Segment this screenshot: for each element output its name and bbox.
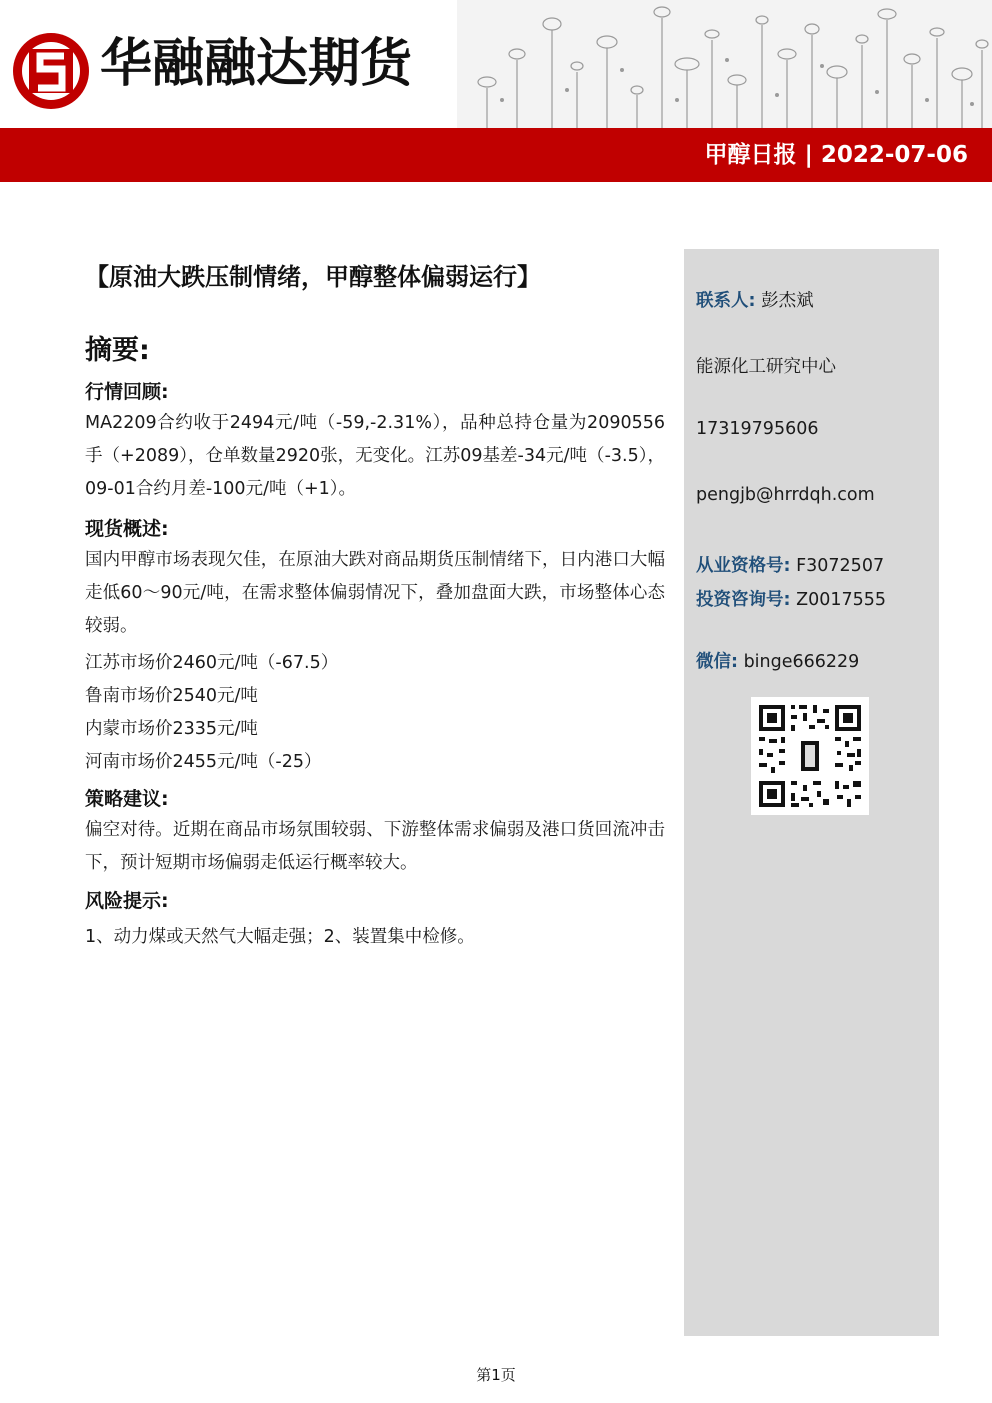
- headline: 【原油大跌压制情绪，甲醇整体偏弱运行】: [85, 263, 541, 291]
- department: 能源化工研究中心: [696, 357, 836, 377]
- wechat-label: 微信:: [696, 652, 738, 672]
- risk-text: 1、动力煤或天然气大幅走强；2、装置集中检修。: [85, 927, 475, 947]
- email: pengjb@hrrdqh.com: [696, 485, 875, 505]
- page-number: 第1页: [476, 1366, 516, 1384]
- brand-name: 华融融达期货: [100, 34, 413, 94]
- market-review-heading: 行情回顾:: [85, 381, 169, 403]
- spot-price-line: 江苏市场价2460元/吨（-67.5）: [85, 653, 339, 673]
- license-value: F3072507: [796, 556, 885, 576]
- contact-name: 彭杰斌: [761, 291, 814, 311]
- spot-heading: 现货概述:: [85, 518, 169, 540]
- spot-price-line: 鲁南市场价2540元/吨: [85, 686, 258, 706]
- page-header: [0, 0, 992, 128]
- summary-title: 摘要:: [85, 335, 150, 366]
- contact-label: 联系人:: [696, 291, 756, 311]
- wechat-value: binge666229: [743, 652, 860, 672]
- spot-price-line: 内蒙市场价2335元/吨: [85, 719, 258, 739]
- strategy-text: 偏空对待。近期在商品市场氛围较弱、下游整体需求偏弱及港口货回流冲击下，预计短期市场偏弱走低运行概率较大。: [85, 820, 665, 873]
- decorative-lines-graphic: [457, 0, 992, 128]
- contact-row: [696, 287, 814, 312]
- market-review-text: MA2209合约收于2494元/吨（-59,-2.31%），品种总持仓量为2090556手（+2089），仓单数量2920张，无变化。江苏09基差-34元/吨（-3.5），09-01合约月差-100元/吨（+1）。: [85, 413, 665, 499]
- contact-sidebar: [684, 249, 939, 1336]
- report-title: 甲醇日报 | 2022-07-06: [704, 142, 968, 168]
- advisory-label: 投资咨询号:: [696, 590, 791, 610]
- spot-price-line: 河南市场价2455元/吨（-25）: [85, 752, 322, 772]
- risk-heading: 风险提示:: [85, 890, 169, 912]
- company-logo-icon: [10, 30, 92, 112]
- license-label: 从业资格号:: [696, 556, 791, 576]
- phone: 17319795606: [696, 419, 819, 439]
- spot-text: 国内甲醇市场表现欠佳，在原油大跌对商品期货压制情绪下，日内港口大幅走低60～90元/吨，在需求整体偏弱情况下，叠加盘面大跌，市场整体心态较弱。: [85, 550, 665, 636]
- wechat-row: [696, 648, 859, 673]
- wechat-qr-code-icon: [751, 697, 869, 815]
- advisory-value: Z0017555: [796, 590, 887, 610]
- strategy-heading: 策略建议:: [85, 788, 169, 810]
- license-row: [696, 552, 884, 577]
- advisory-row: [696, 586, 886, 611]
